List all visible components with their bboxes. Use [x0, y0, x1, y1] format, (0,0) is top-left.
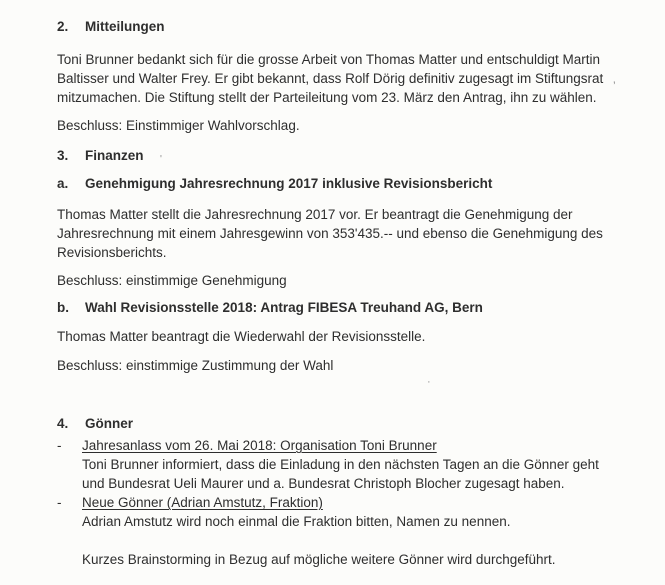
paragraph-line: Jahresrechnung mit einem Jahresgewinn von 353'435.-- und ebenso die Genehmigung des	[57, 226, 603, 241]
list-item	[57, 493, 599, 512]
paragraph-line: mitzumachen. Die Stiftung stellt der Parteileitung vom 23. März den Antrag, ihn zu wählen.	[57, 90, 597, 105]
paragraph-line: Thomas Matter beantragt die Wiederwahl der Revisionsstelle.	[57, 329, 426, 344]
scan-artifact-apostrophe: ’	[613, 79, 616, 93]
blank-line	[57, 531, 599, 550]
subsection-title: Genehmigung Jahresrechnung 2017 inklusive Revisionsbericht	[85, 176, 493, 191]
list-item-body-line	[57, 474, 599, 493]
section-title: Finanzen	[85, 148, 144, 163]
subsection-title: Wahl Revisionsstelle 2018: Antrag FIBESA Treuhand AG, Bern	[85, 300, 483, 315]
subsection-letter: a.	[57, 176, 69, 191]
paragraph-line: Toni Brunner bedankt sich für die grosse Arbeit von Thomas Matter und entschuldigt Martin	[57, 52, 601, 67]
goenner-list	[57, 436, 599, 569]
section-number: 4.	[57, 416, 69, 431]
paragraph-line: Adrian Amstutz wird noch einmal die Fraktion bitten, Namen zu nennen.	[82, 514, 511, 529]
scan-artifact-speck: '	[160, 154, 162, 165]
finanzen-b-paragraph	[57, 327, 425, 346]
subsection-letter: b.	[57, 300, 69, 315]
paragraph-line: Toni Brunner informiert, dass die Einladung in den nächsten Tagen an die Gönner geht	[82, 457, 599, 472]
list-item-body-line	[57, 512, 599, 531]
decision-finanzen-a: Beschluss: einstimmige Genehmigung	[57, 273, 287, 288]
paragraph-line: Kurzes Brainstorming in Bezug auf mögliche weitere Gönner wird durchgeführt.	[82, 552, 556, 567]
section-heading-goenner	[57, 414, 133, 433]
bullet-dash: -	[57, 438, 62, 453]
section-number: 2.	[57, 19, 69, 34]
section-heading-finanzen	[57, 146, 144, 165]
list-item-heading: Neue Gönner (Adrian Amstutz, Fraktion)	[82, 495, 323, 510]
list-item	[57, 436, 599, 455]
paragraph-line: und Bundesrat Ueli Maurer und a. Bundesrat Christoph Blocher zugesagt haben.	[82, 476, 565, 491]
section-title: Mitteilungen	[85, 19, 165, 34]
scan-artifact-speck: ·	[427, 376, 431, 388]
decision-finanzen-b: Beschluss: einstimmige Zustimmung der Wahl	[57, 358, 334, 373]
list-item-heading: Jahresanlass vom 26. Mai 2018: Organisation Toni Brunner	[82, 438, 437, 453]
closing-line	[57, 550, 599, 569]
finanzen-a-paragraph	[57, 205, 603, 262]
decision-mitteilungen: Beschluss: Einstimmiger Wahlvorschlag.	[57, 118, 300, 133]
section-number: 3.	[57, 148, 69, 163]
list-item-body-line	[57, 455, 599, 474]
paragraph-line: Thomas Matter stellt die Jahresrechnung 2017 vor. Er beantragt die Genehmigung der	[57, 207, 573, 222]
mitteilungen-paragraph	[57, 50, 603, 107]
section-heading-mitteilungen	[57, 17, 165, 36]
subsection-heading-a	[57, 174, 492, 193]
section-title: Gönner	[85, 416, 134, 431]
paragraph-line: Baltisser und Walter Frey. Er gibt bekannt, dass Rolf Dörig definitiv zugesagt im Stiftungsrat	[57, 71, 604, 86]
subsection-heading-b	[57, 298, 483, 317]
bullet-dash: -	[57, 495, 62, 510]
paragraph-line: Revisionsberichts.	[57, 245, 167, 260]
